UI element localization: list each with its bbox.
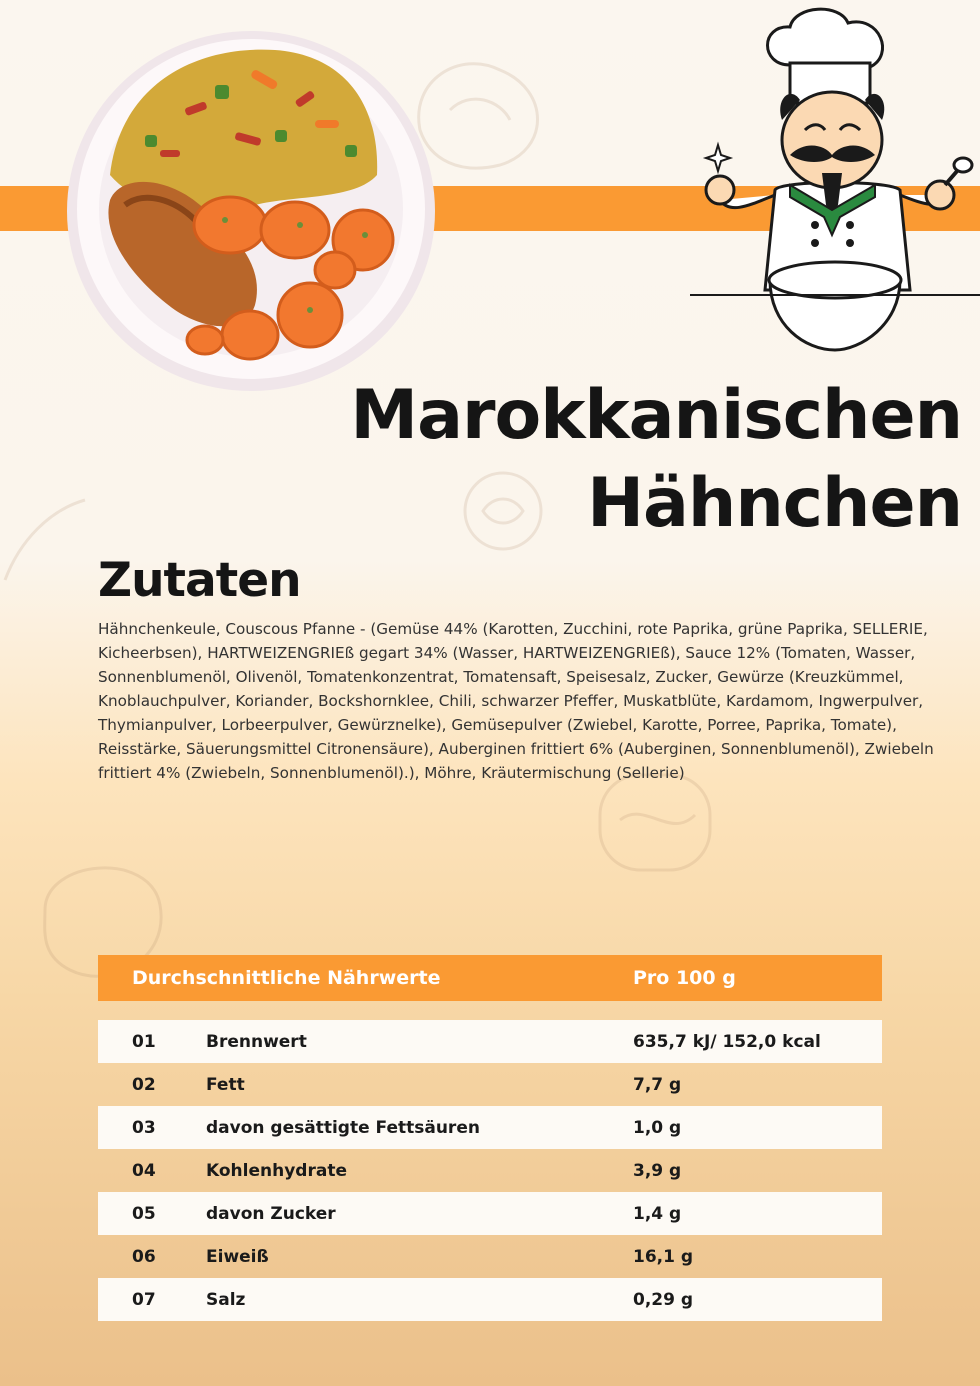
row-name: Fett xyxy=(206,1074,245,1095)
row-name: Eiweiß xyxy=(206,1246,269,1267)
row-value: 635,7 kJ/ 152,0 kcal xyxy=(633,1031,821,1052)
nutrition-table-header xyxy=(98,955,882,1001)
header-label: Durchschnittliche Nährwerte xyxy=(132,967,441,989)
page-title xyxy=(350,372,962,548)
row-value: 16,1 g xyxy=(633,1246,694,1267)
table-row xyxy=(98,1020,882,1063)
table-row xyxy=(98,1235,882,1278)
title-line-1: Marokkanischen xyxy=(350,376,962,455)
table-row xyxy=(98,1278,882,1321)
row-value: 3,9 g xyxy=(633,1160,682,1181)
table-row xyxy=(98,1149,882,1192)
table-row xyxy=(98,1192,882,1235)
row-number: 05 xyxy=(132,1203,156,1224)
row-name: davon Zucker xyxy=(206,1203,336,1224)
row-number: 02 xyxy=(132,1074,156,1095)
row-name: davon gesättigte Fettsäuren xyxy=(206,1117,480,1138)
row-value: 0,29 g xyxy=(633,1289,694,1310)
row-name: Brennwert xyxy=(206,1031,307,1052)
row-value: 1,0 g xyxy=(633,1117,682,1138)
table-row xyxy=(98,1106,882,1149)
chef-mascot-image xyxy=(690,5,980,355)
dish-image xyxy=(65,25,437,393)
row-number: 03 xyxy=(132,1117,156,1138)
row-value: 7,7 g xyxy=(633,1074,682,1095)
row-name: Kohlenhydrate xyxy=(206,1160,347,1181)
row-number: 01 xyxy=(132,1031,156,1052)
row-name: Salz xyxy=(206,1289,246,1310)
row-number: 06 xyxy=(132,1246,156,1267)
nutrition-table xyxy=(98,955,882,1321)
ingredients-heading: Zutaten xyxy=(98,553,301,608)
background-doodle-icon xyxy=(0,480,90,590)
ingredients-text: Hähnchenkeule, Couscous Pfanne - (Gemüse 44% (Karotten, Zucchini, rote Paprika, grüne Paprika, SELLERIE, Kicheerbsen), HARTWEIZENGRIEß gegart 34% (Wasser, HARTWEIZENGRIEß), Sauce 12% (Tomaten, Wasser, Sonnenblumenöl, Olivenöl, Tomatenkonzentrat, Tomatensaft, Speisesalz, Zucker, Gewürze (Kreuzkümmel, Knoblauchpulver, Koriander, Bockshornklee, Chili, schwarzer Pfeffer, Muskatblüte, Kardamom, Ingwerpulver, Thymianpulver, Lorbeerpulver, Gewürznelke), Gemüsepulver (Zwiebel, Karotte, Porree, Paprika, Tomate), Reisstärke, Säuerungsmittel Citronensäure), Auberginen frittiert 6% (Auberginen, Sonnenblumenöl), Zwiebeln frittiert 4% (Zwiebeln, Sonnenblumenöl).), Möhre, Kräutermischung (Sellerie) xyxy=(98,620,934,782)
row-number: 04 xyxy=(132,1160,156,1181)
row-value: 1,4 g xyxy=(633,1203,682,1224)
row-number: 07 xyxy=(132,1289,156,1310)
title-line-2: Hähnchen xyxy=(587,464,962,543)
header-per: Pro 100 g xyxy=(633,967,736,989)
table-row xyxy=(98,1063,882,1106)
